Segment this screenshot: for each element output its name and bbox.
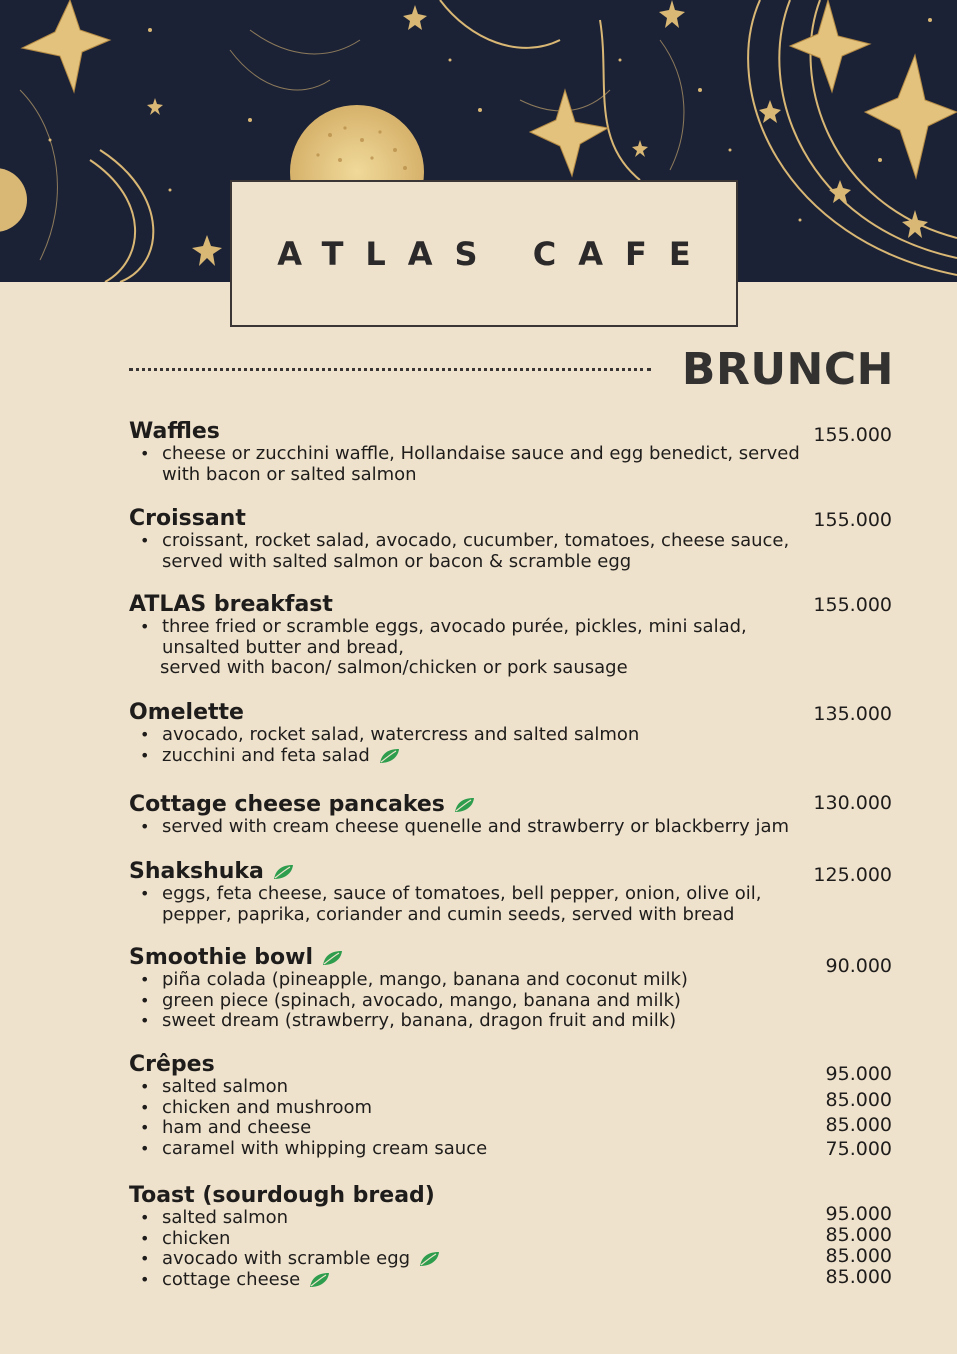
leaf-icon [308, 1272, 330, 1288]
cafe-name-plaque [230, 180, 738, 327]
item-description: served with bacon/ salmon/chicken or pork sausage [160, 657, 628, 679]
item-description-veg [162, 1270, 802, 1291]
item-description-veg [162, 746, 802, 767]
item-description: • chicken [162, 1229, 802, 1250]
item-description: • green piece (spinach, avocado, mango, banana and milk) [162, 991, 802, 1012]
menu-item-croissant [129, 507, 929, 572]
item-price: 90.000 [825, 955, 892, 977]
item-price: 75.000 [825, 1138, 892, 1160]
item-price: 135.000 [813, 703, 892, 725]
menu-item-crepes [129, 1053, 929, 1159]
item-name: Smoothie bowl [129, 945, 314, 970]
item-description: • cheese or zucchini waffle, Hollandaise sauce and egg benedict, served with bacon or salted salmon [162, 444, 802, 485]
section-title: BRUNCH [681, 344, 894, 395]
cafe-name-text: ATLAS CAFE [277, 234, 713, 273]
item-description: • three fried or scramble eggs, avocado purée, pickles, mini salad, unsalted butter and bread, [162, 617, 802, 658]
item-name: Croissant [129, 506, 246, 531]
item-name: Shakshuka [129, 859, 264, 884]
item-price: 85.000 [825, 1114, 892, 1136]
item-description: • sweet dream (strawberry, banana, dragon fruit and milk) [162, 1011, 802, 1032]
menu-item-waffles [129, 420, 929, 485]
item-description: • chicken and mushroom [162, 1098, 802, 1119]
leaf-icon [272, 864, 294, 880]
item-price: 85.000 [825, 1089, 892, 1111]
item-price: 85.000 [825, 1224, 892, 1246]
item-description-veg [162, 1249, 802, 1270]
item-description: • avocado, rocket salad, watercress and salted salmon [162, 725, 802, 746]
item-name-row [129, 793, 929, 817]
item-description: • caramel with whipping cream sauce [162, 1139, 802, 1160]
leaf-icon [453, 797, 475, 813]
item-description-text: zucchini and feta salad [162, 744, 370, 766]
item-description: • croissant, rocket salad, avocado, cucumber, tomatoes, cheese sauce, served with salted salmon or bacon & scramble egg [162, 531, 802, 572]
dotted-divider [129, 368, 651, 371]
menu-item-atlas-breakfast [129, 593, 929, 679]
item-name: Omelette [129, 700, 244, 725]
item-description: • salted salmon [162, 1208, 802, 1229]
menu-item-toast [129, 1184, 929, 1290]
menu-item-shakshuka [129, 860, 929, 925]
item-description: • piña colada (pineapple, mango, banana and coconut milk) [162, 970, 802, 991]
menu-item-cottage-cheese-pancakes [129, 793, 929, 838]
item-name: Toast (sourdough bread) [129, 1183, 435, 1208]
item-name-row [129, 860, 929, 884]
item-price: 95.000 [825, 1203, 892, 1225]
item-description: • ham and cheese [162, 1118, 802, 1139]
item-description: • salted salmon [162, 1077, 802, 1098]
leaf-icon [418, 1251, 440, 1267]
item-price: 125.000 [813, 864, 892, 886]
item-description: • served with cream cheese quenelle and strawberry or blackberry jam [162, 817, 842, 838]
item-price: 155.000 [813, 594, 892, 616]
leaf-icon [378, 748, 400, 764]
item-price: 85.000 [825, 1266, 892, 1288]
item-price: 130.000 [813, 792, 892, 814]
item-name: Crêpes [129, 1052, 215, 1077]
item-name: Cottage cheese pancakes [129, 792, 445, 817]
leaf-icon [321, 950, 343, 966]
item-price: 85.000 [825, 1245, 892, 1267]
menu-item-omelette [129, 701, 929, 766]
item-description-text: cottage cheese [162, 1268, 301, 1290]
item-description-text: avocado with scramble egg [162, 1248, 411, 1270]
item-price: 95.000 [825, 1063, 892, 1085]
item-description: • eggs, feta cheese, sauce of tomatoes, bell pepper, onion, olive oil, pepper, paprika, coriander and cumin seeds, served with bread [162, 884, 802, 925]
item-name-row [129, 946, 929, 970]
item-name: ATLAS breakfast [129, 592, 333, 617]
item-price: 155.000 [813, 509, 892, 531]
menu-item-smoothie-bowl [129, 946, 929, 1032]
item-name: Waffles [129, 419, 220, 444]
item-price: 155.000 [813, 424, 892, 446]
